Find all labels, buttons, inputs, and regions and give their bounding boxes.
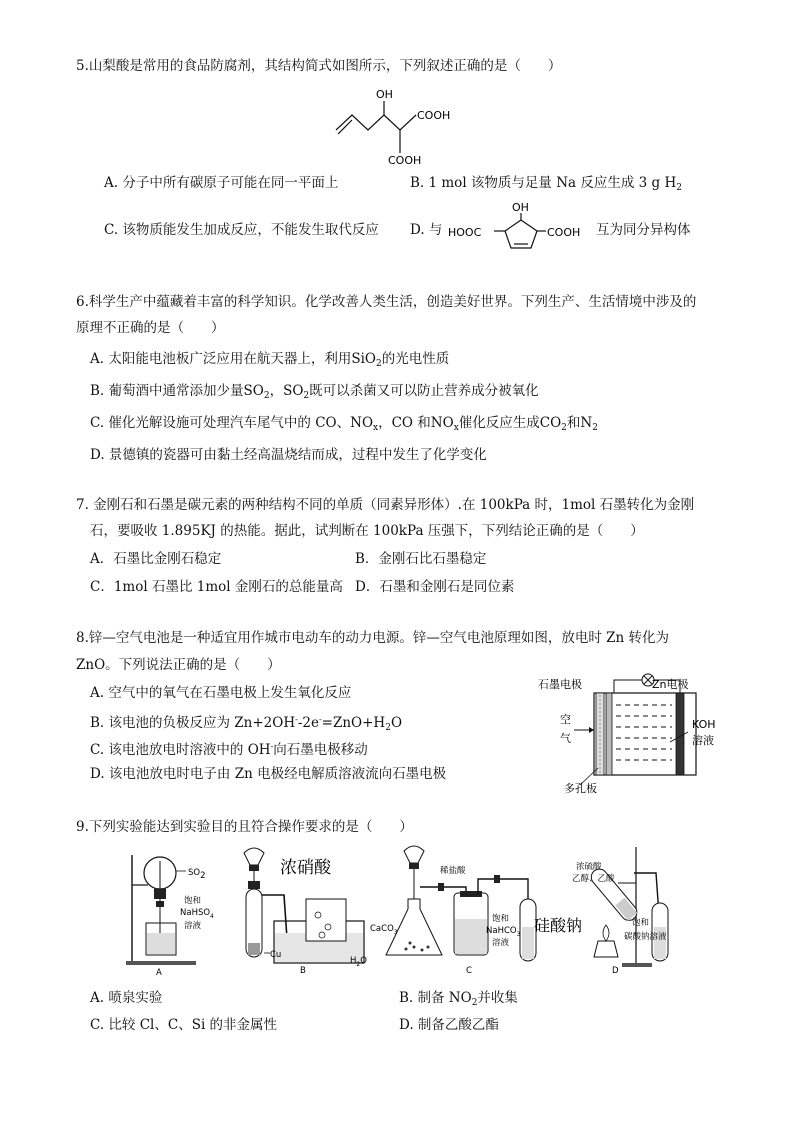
q8-option-c: C. 该电池放电时溶液中的 OH-向石墨电极移动 [90,742,368,758]
q8-option-a: A. 空气中的氧气在石墨电极上发生氧化反应 [90,685,352,701]
q9-option-d: D. 制备乙酸乙酯 [399,1017,499,1033]
c-silicate-label: 硅酸钠 [534,916,583,935]
q5-option-d-post: 互为同分异构体 [596,222,691,238]
q7-stem-line2: 石，要吸收 1.895KJ 的热能。据此，试判断在 100kPa 压强下，下列结论正确的是（ ） [90,523,644,539]
apparatus-b-no2 [234,843,374,977]
graphite-electrode-label: 石墨电极 [538,678,582,691]
c-sat-label: 饱和 [492,914,510,924]
d-h2so4-label: 浓硫酸 [576,862,602,872]
d-caption: D [612,966,619,976]
q9-option-a: A. 喷泉实验 [90,990,163,1006]
c-sol-label: 溶液 [492,938,510,948]
a-nahso4-label: NaHSO$_4$ [180,908,214,920]
cooh-label-bottom: COOH [388,154,422,167]
apparatus-a-fountain [122,845,232,977]
q9-option-b: B. 制备 $NO_2$并收集 [399,990,518,1008]
ring-cooh-label: COOH [547,226,581,239]
q5-option-a: A. 分子中所有碳原子可能在同一平面上 [104,175,339,191]
q6-option-b: B. 葡萄酒中通常添加少量$SO_2$，$SO_2$既可以杀菌又可以防止营养成分被氧化 [90,383,539,401]
b-caption: B [300,966,306,976]
b-h2o-label: $H_2O$ [350,956,367,968]
q6-option-d: D. 景德镇的瓷器可由黏土经高温烧结而成，过程中发生了化学变化 [90,447,487,463]
apparatus-c-nonmetal [370,843,588,977]
q8-option-d: D. 该电池放电时电子由 Zn 电极经电解质溶液流向石墨电极 [90,766,447,782]
b-acid-label: 浓硝酸 [280,858,331,878]
solution-label: 溶液 [692,734,714,747]
air-label-1: 空 [560,713,571,726]
d-na2co3-label: 碳酸钠溶液 [624,932,667,942]
q6-stem-line2: 原理不正确的是（ ） [76,320,225,336]
ring-oh-label: OH [512,201,529,214]
cyclopentene-structure [446,200,596,252]
sorbic-acid-structure [330,85,470,167]
q8-stem-line1: 8.锌—空气电池是一种适宜用作城市电动车的动力电源。锌—空气电池原理如图，放电时 Zn 转化为 [76,630,670,646]
q9-stem: 9.下列实验能达到实验目的且符合操作要求的是（ ） [76,819,413,835]
q7-option-c: C．1mol 石墨比 1mol 金刚石的总能量高 [90,579,343,595]
oh-label: OH [376,88,393,101]
d-reactants-label: 乙醇、乙酸 [572,874,615,884]
zinc-air-battery-diagram [530,660,720,800]
q8-stem-line2: ZnO。下列说法正确的是（ ） [76,657,281,673]
a-sat-label: 饱和 [184,896,202,906]
zn-electrode-label: Zn电极 [652,678,689,691]
q5-stem: 5.山梨酸是常用的食品防腐剂，其结构简式如图所示，下列叙述正确的是（ ） [76,58,562,74]
d-sat-label: 饱和 [632,918,650,928]
q6-option-c: C. 催化光解设施可处理汽车尾气中的 CO、$NO_x$，CO 和$NO_x$催化反应生成$CO_2$和$N_2$ [90,415,598,433]
c-hcl-label: 稀盐酸 [440,866,466,876]
a-caption: A [156,968,162,977]
a-so2-label: SO2 [188,868,206,881]
cooh-label-top: COOH [417,109,451,122]
c-nahco3-label: NaHCO$_3$ [486,926,521,938]
apparatus-d-ester [572,843,690,977]
air-label-2: 气 [560,732,571,745]
q7-option-a: A．石墨比金刚石稳定 [90,551,222,567]
koh-label: KOH [692,718,716,731]
hooc-label: HOOC [448,226,482,239]
q7-option-d: D．石墨和金刚石是同位素 [355,579,515,595]
a-sol-label: 溶液 [184,921,202,931]
q7-option-b: B．金刚石比石墨稳定 [355,551,487,567]
q7-stem-line1: 7. 金刚石和石墨是碳元素的两种结构不同的单质（同素异形体）.在 100kPa 时，1mol 石墨转化为金刚 [76,497,695,513]
q5-option-d-pre: D. 与 [410,222,443,238]
c-caption: C [466,966,472,976]
b-cu-label: Cu [270,950,282,960]
q6-stem-line1: 6.科学生产中蕴藏着丰富的科学知识。化学改善人类生活，创造美好世界。下列生产、生活情境中涉及的 [76,294,697,310]
q9-option-c: C. 比较 Cl、C、Si 的非金属性 [90,1017,278,1033]
porous-plate-label: 多孔板 [564,782,597,795]
q5-option-c: C. 该物质能发生加成反应，不能发生取代反应 [104,222,379,238]
q8-option-b: B. 该电池的负极反应为 $Zn+2OH^--2e^-=ZnO+H_2O$ [90,715,403,733]
c-caco3-label: CaCO$_3$ [370,924,398,936]
q6-option-a: A. 太阳能电池板广泛应用在航天器上，利用SiO$_2$的光电性质 [90,351,450,369]
q5-option-b: B. 1 mol 该物质与足量 Na 反应生成 3 g $H_2$ [410,175,682,193]
